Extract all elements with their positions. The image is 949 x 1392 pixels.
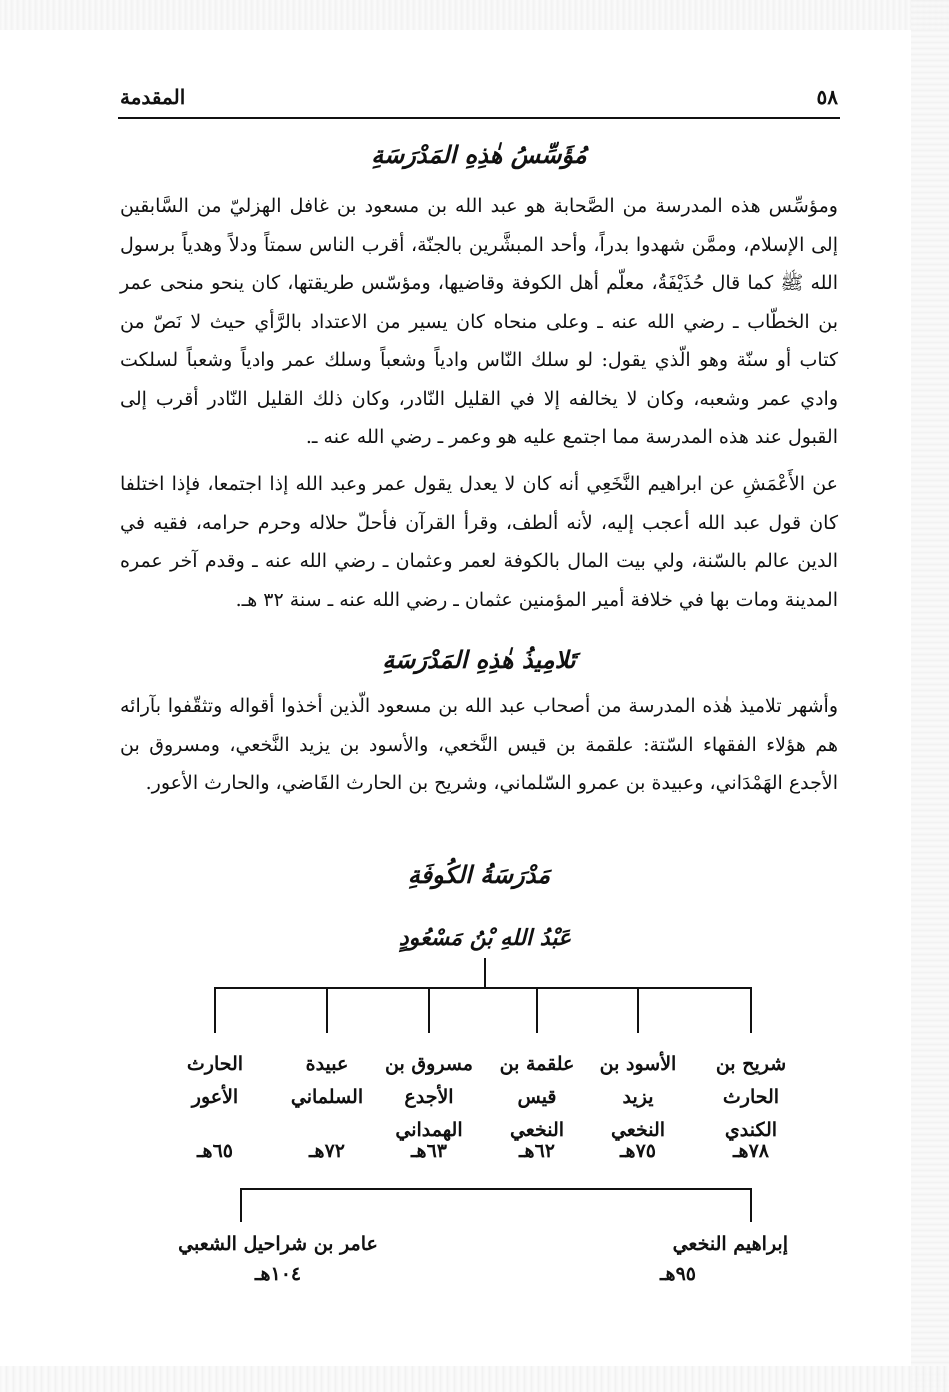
tree-second-branch-right [750,1188,752,1222]
student-ubayda: عبيدة السلماني [290,1053,364,1108]
paragraph-founder: ومؤسِّس هذه المدرسة من الصَّحابة هو عبد الله بن مسعود بن غافل الهزليّ من السَّابقين إلى الإسلام، وممَّن شهدوا بدراً، وأحد المبشَّرين بالجنّة، أقرب الناس سمتاً ودلاً وهدياً برسول الله ﷺ كما قال حُذَيْفَةُ، معلّم أهل الكوفة وقاضيها، ومؤسّس طريقتها، كان ينحو منحى عمر بن الخطّاب ـ رضي الله عنه ـ وعلى منحاه كان يسير من الاعتداد بالرَّأي حيث لا نَصّ من كتاب أو سنّة وهو الّذي يقول: لو سلك النّاس وادياً وشعباً وسلك عمر وادياً وشعباً لسلكت وادي عمر وشعبه، وكان لا يخالفه إلا في القليل النّادر، وكان ذلك القليل النّادر أقرب إلى القبول عند هذه المدرسة مما اجتمع عليه هو وعمر ـ رضي الله عنه ـ. [120,195,838,448]
date-shurayh: ٧٨هـ [732,1140,769,1162]
date-harith: ٦٥هـ [196,1140,233,1162]
tree-branch-1 [750,987,752,1033]
student-alqama: علقمة بن قيس النخعي [499,1053,575,1141]
student-ibrahim-nakhai: إبراهيم النخعي [672,1233,788,1255]
tree-branch-2 [637,987,639,1033]
date-ibrahim-nakhai: ٩٥هـ [659,1263,696,1285]
tree-branch-3 [536,987,538,1033]
student-harith: الحارث الأعور [186,1053,244,1108]
student-aswad: الأسود بن يزيد النخعي [599,1053,677,1141]
heading-students: تَلامِيذُ هٰذِهِ المَدْرَسَةِ [382,645,576,674]
heading-kufa-school: مَدْرَسَةُ الكُوفَةِ [407,860,551,889]
section-title: المقدمة [120,85,186,109]
tree-branch-4 [428,987,430,1033]
tree-branch-5 [326,987,328,1033]
tree-second-bar [240,1188,752,1190]
tree-root-ibn-masud: عَبْدُ اللهِ بْنُ مَسْعُودٍ [398,925,572,951]
tree-horizontal-bar [214,987,751,989]
paragraph-students: وأشهر تلاميذ هٰذه المدرسة من أصحاب عبد الله بن مسعود الّذين أخذوا أقواله وتثقّفوا بآرائه هم هؤلاء الفقهاء السّتة: علقمة بن قيس النَّخعي، والأسود بن يزيد النَّخعي، ومسروق بن الأجدع الهَمْدَاني، وعبيدة بن عمرو السّلماني، وشريح بن الحارث القَاضي، والحارث الأعور. [120,695,838,794]
paragraph-amash: عن الأَعْمَشِ عن ابراهيم النَّخَعِي أنه كان لا يعدل يقول عمر وعبد الله إذا اجتمعا، فإذا اختلفا كان قول عبد الله أعجب إليه، لأنه ألطف، وقرأ القرآن فأحلّ حلاله وحرم حرامه، فقيه في الدين عالم بالسّنة، ولي بيت المال بالكوفة لعمر وعثمان ـ رضي الله عنه ـ وقدم آخر عمره المدينة ومات بها في خلافة أمير المؤمنين عثمان ـ رضي الله عنه ـ سنة ٣٢ هـ. [120,473,838,611]
tree-branch-6 [214,987,216,1033]
date-masruq: ٦٣هـ [410,1140,447,1162]
date-aswad: ٧٥هـ [619,1140,656,1162]
date-alqama: ٦٢هـ [518,1140,555,1162]
student-amir-shabi: عامر بن شراحيل الشعبي [178,1233,378,1255]
date-amir-shabi: ١٠٤هـ [254,1263,302,1285]
tree-root-stem [484,958,486,988]
student-masruq: مسروق بن الأجدع الهمداني [385,1053,473,1141]
student-shurayh: شريح بن الحارث الكندي [715,1053,787,1141]
page-number: ٥٨ [816,85,838,109]
heading-founder: مُؤَسِّسُ هٰذِهِ المَدْرَسَةِ [371,140,587,169]
date-ubayda: ٧٢هـ [308,1140,345,1162]
tree-second-branch-left [240,1188,242,1222]
